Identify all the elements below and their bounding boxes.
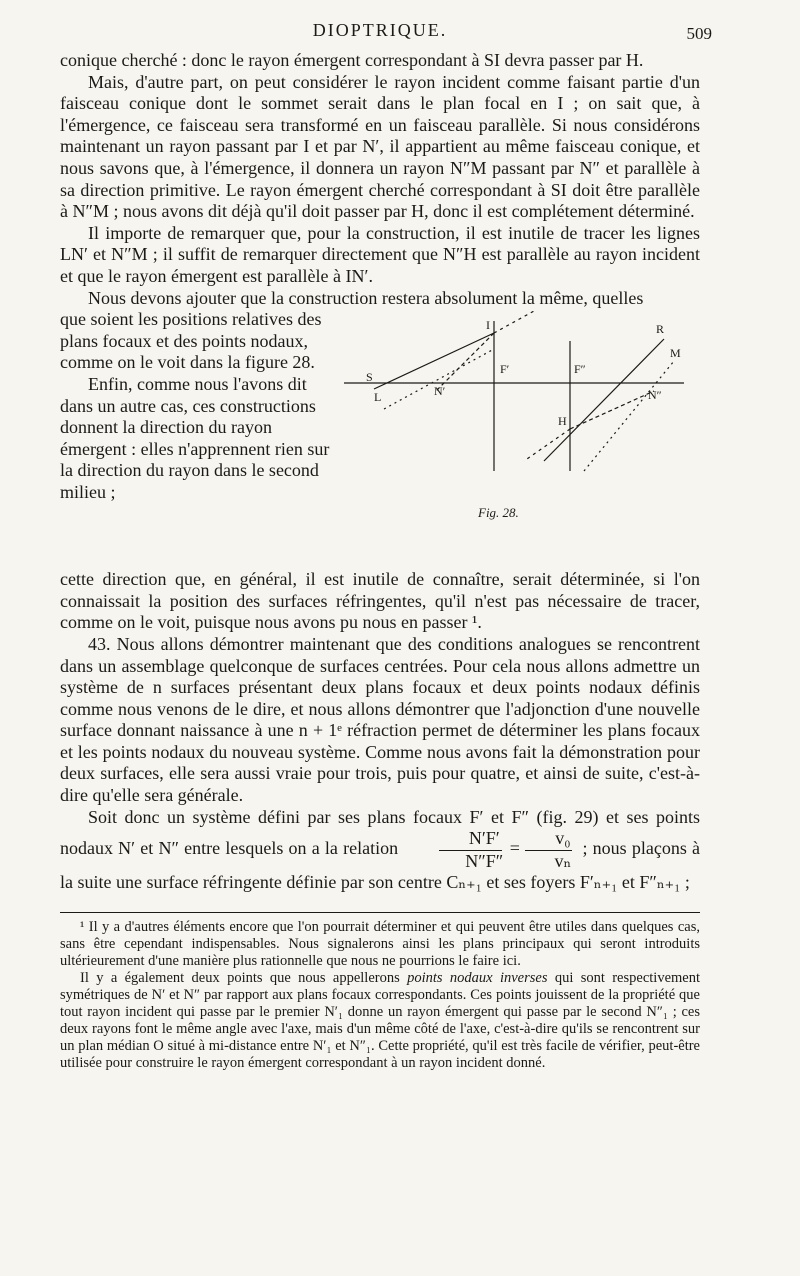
ray-in-prime <box>436 333 494 391</box>
running-head: DIOPTRIQUE. <box>312 20 448 40</box>
optics-diagram <box>344 311 684 511</box>
incident-ray-si <box>374 333 494 389</box>
footnote-1: ¹ Il y a d'autres éléments encore que l'on pourrait déterminer et qui peuvent être utiles dans quelques cas, sans être cependant indispensables. Nous signalerons ainsi les plans principaux qui seront introduits ultérieurement d'une manière plus rationnelle que nous ne pourrions le faire ici. <box>60 919 700 970</box>
ray-n2-h <box>570 391 654 429</box>
figure-block <box>60 309 700 569</box>
label-i: I <box>486 318 490 333</box>
paragraph-3: Il importe de remarquer que, pour la construction, il est inutile de tracer les lignes LN′ et N″M ; il suffit de remarquer directement que N″H est parallèle au rayon incident et que le rayon émergent est parallèle à IN′. <box>60 222 700 286</box>
fraction-left-denominator: N″F″ <box>465 850 504 871</box>
footnote-2-term: points nodaux inverses <box>407 970 548 987</box>
paragraph-2: Mais, d'autre part, on peut considérer le rayon incident comme faisant partie d'un faisceau conique dont le sommet serait dans le plan focal en I ; on sait que, à l'émergence, ce faisceau sera transformé en un faisceau parallèle. Si nous considérons maintenant un rayon passant par I et par N′, il appartient au même faisceau conique, et nous savons que, à l'émergence, il donnera un rayon N″M passant par N″ et parallèle à sa direction primitive. Le rayon émergent cherché correspondant à SI doit être parallèle à N″M ; nous avons dit déjà qu'il doit passer par H, donc il est complétement déterminé. <box>60 71 700 222</box>
footnote-2-rest: qui sont respectivement symétriques de N′ et N″ par rapport aux plans focaux correspondants. Ces points jouissent de la propriété que tout rayon incident qui passe par le premier N′₁ donne un rayon émergent qui passe par le second N″₁ ; ces deux rayons font le même angle avec l'axe, mais d'un même côté de l'axe, c'est-à-dire qu'ils se rencontrent sur un plan médian O situé à mi-distance entre N′₁ et N″₁. Cette propriété, qu'il est très facile de vérifier, peut-être utilisée pour construire le rayon émergent correspondant à un rayon incident donné. <box>60 970 700 1072</box>
page-number: 509 <box>686 24 712 43</box>
fraction-left-numerator: N′F′ <box>439 828 502 851</box>
label-f-prime: F′ <box>500 362 510 377</box>
ray-i-extension <box>494 311 534 333</box>
label-l: L <box>374 390 382 405</box>
label-n-prime: N′ <box>434 384 446 399</box>
footnote-2 <box>60 970 700 1072</box>
paragraph-7 <box>60 807 700 894</box>
nodal-relation-formula <box>407 828 573 872</box>
paragraph-7-tail: ; nous plaçons à la suite une surface réfringente définie par son centre Cₙ₊₁ et ses foyers F′ₙ₊₁ et F″ₙ₊₁ ; <box>60 838 701 893</box>
ray-ln-prime <box>384 349 494 409</box>
label-n-double-prime: N″ <box>648 388 662 403</box>
paragraph-4-lead: Nous devons ajouter que la construction restera absolument la même, quelles <box>88 287 644 308</box>
fraction-right <box>524 828 573 872</box>
footnote-separator <box>60 912 700 913</box>
figure-28 <box>344 311 684 511</box>
label-f-double-prime: F″ <box>574 362 586 377</box>
fraction-left <box>435 828 505 872</box>
page <box>60 20 712 1072</box>
footnotes <box>60 919 700 1072</box>
footnote-2-lead: Il y a également deux points que nous appellerons <box>80 970 400 987</box>
label-m: M <box>670 346 681 361</box>
figure-side-text <box>60 309 330 503</box>
fraction-right-numerator: v₀ <box>525 828 572 851</box>
equals-sign: = <box>509 838 520 859</box>
paragraph-4-column: que soient les positions relatives des plans focaux et des points nodaux, comme on le voit dans la figure 28. <box>60 309 322 373</box>
page-header <box>60 20 712 50</box>
ray-h-lower <box>524 429 570 461</box>
emergent-ray <box>544 339 664 461</box>
paragraph-7-lead: Soit donc un système défini par ses plans focaux F′ et F″ (fig. 29) et ses points nodaux N′ et N″ entre lesquels on a la relation <box>60 806 700 859</box>
figure-caption: Fig. 28. <box>478 505 519 521</box>
label-s: S <box>366 370 373 385</box>
label-r: R <box>656 322 665 337</box>
paragraph-6: 43. Nous allons démontrer maintenant que des conditions analogues se rencontrent dans un assemblage quelconque de surfaces centrées. Pour cela nous allons admettre un système de n surfaces présentant deux plans focaux et deux points nodaux définis comme nous venons de le dire, et nous allons démontrer que l'adjonction d'une nouvelle surface donnant naissance à une n + 1ᵉ réfraction permet de déterminer les plans focaux et les points nodaux du nouveau système. Comme nous avons fait la démonstration pour deux surfaces, elle sera aussi vraie pour trois, puis pour quatre, et ainsi de suite, c'est-à-dire qu'elle sera générale. <box>60 633 700 806</box>
label-h: H <box>558 414 567 429</box>
paragraph-1: conique cherché : donc le rayon émergent correspondant à SI devra passer par H. <box>60 50 644 70</box>
fraction-right-denominator: vₙ <box>554 850 572 871</box>
paragraph-5-column: Enfin, comme nous l'avons dit dans un autre cas, ces constructions donnent la direction du rayon émergent : elles n'apprennent rien sur la direction du rayon dans le second milieu ; <box>60 373 330 502</box>
paragraph-5-rest: cette direction que, en général, il est inutile de connaître, serait déterminée, si l'on connaissait la position des surfaces réfringentes, qu'il n'est pas nécessaire de tracer, comme on le voit, puisque nous avons pu nous en passer ¹. <box>60 569 700 633</box>
